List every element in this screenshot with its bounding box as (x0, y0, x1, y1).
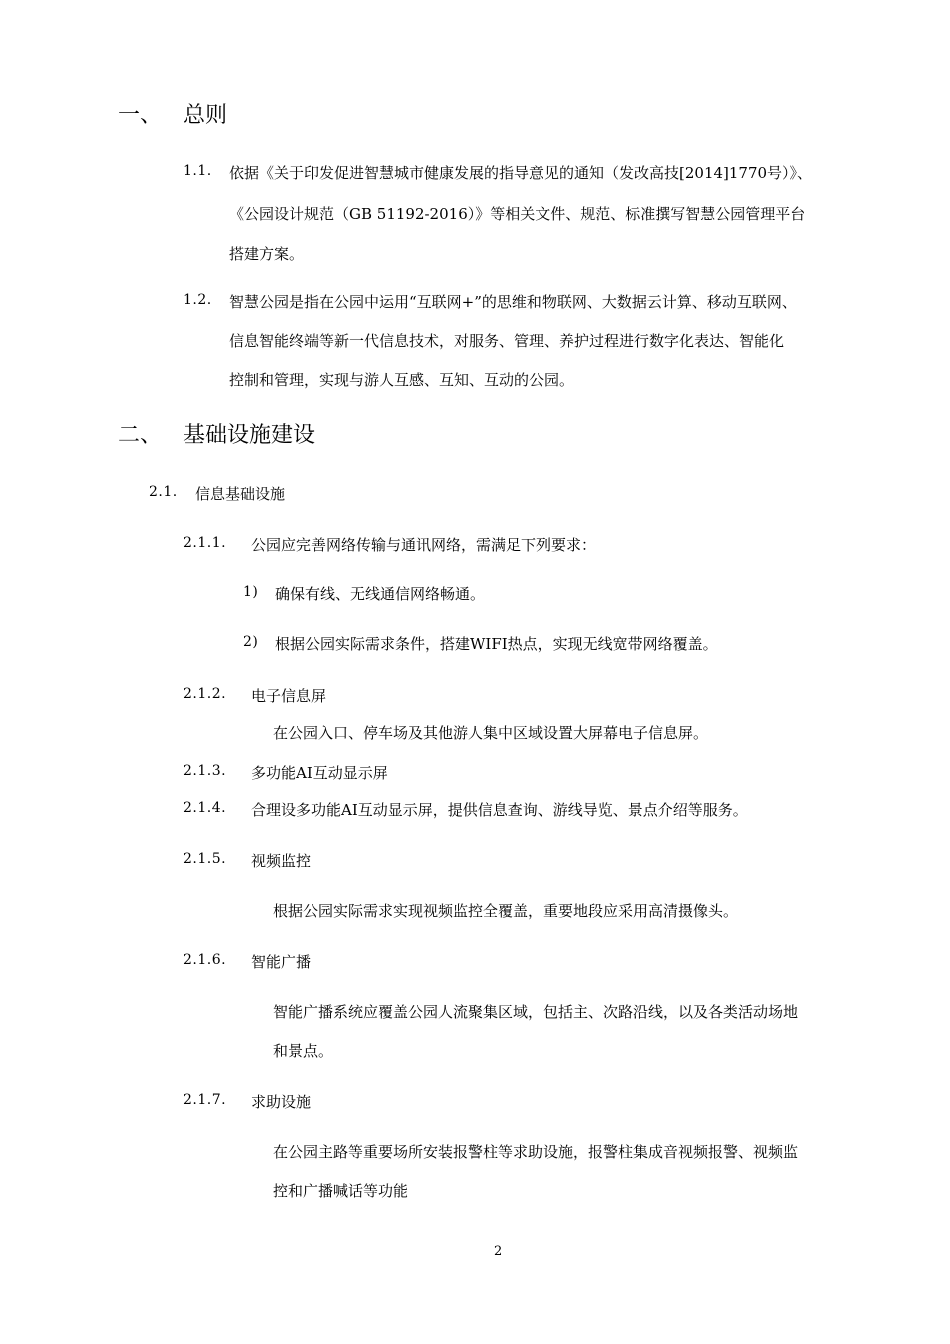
item-2-1-4-number: 2.1.4. (183, 800, 227, 816)
item-2-1-2-title: 电子信息屏 (251, 687, 327, 705)
section-2-number: 二、 (118, 423, 163, 448)
item-1-2-line-3: 控制和管理，实现与游人互感、互知、互动的公园。 (229, 371, 575, 389)
item-2-1-6-body-line-1: 智能广播系统应覆盖公园人流聚集区域，包括主、次路沿线，以及各类活动场地 (273, 1003, 799, 1021)
item-2-1-1-number: 2.1.1. (183, 535, 227, 551)
section-1-number: 一、 (118, 103, 163, 128)
item-2-1-3-number: 2.1.3. (183, 763, 227, 779)
list-item-1-text: 确保有线、无线通信网络畅通。 (275, 585, 486, 603)
item-1-2-line-2: 信息智能终端等新一代信息技术，对服务、管理、养护过程进行数字化表达、智能化 (229, 332, 785, 350)
item-2-1-2-body: 在公园入口、停车场及其他游人集中区域设置大屏幕电子信息屏。 (273, 724, 709, 742)
item-1-2-number: 1.2. (183, 292, 212, 308)
item-1-1-line-2: 《公园设计规范（GB 51192-2016）》等相关文件、规范、标准撰写智慧公园管理平台 (229, 205, 806, 223)
item-1-1-line-1: 依据《关于印发促进智慧城市健康发展的指导意见的通知（发改高技[2014]1770号）》、 (229, 164, 813, 182)
item-2-1-3-title: 多功能AI互动显示屏 (251, 764, 388, 782)
sub-2-1-number: 2.1. (149, 484, 178, 500)
item-2-1-5-number: 2.1.5. (183, 851, 227, 867)
sub-2-1-title: 信息基础设施 (195, 485, 286, 503)
item-2-1-5-title: 视频监控 (251, 852, 312, 870)
list-item-2-text: 根据公园实际需求条件，搭建WIFI热点，实现无线宽带网络覆盖。 (275, 635, 718, 653)
list-item-1-marker: 1) (243, 584, 259, 600)
item-2-1-7-title: 求助设施 (251, 1093, 312, 1111)
section-1-title: 总则 (183, 103, 228, 128)
item-1-1-number: 1.1. (183, 163, 212, 179)
item-1-2-line-1: 智慧公园是指在公园中运用“互联网+”的思维和物联网、大数据云计算、移动互联网、 (229, 293, 797, 311)
item-2-1-7-body-line-1: 在公园主路等重要场所安装报警柱等求助设施，报警柱集成音视频报警、视频监 (273, 1143, 799, 1161)
item-2-1-6-title: 智能广播 (251, 953, 312, 971)
item-2-1-4-title: 合理设多功能AI互动显示屏，提供信息查询、游线导览、景点介绍等服务。 (251, 801, 748, 819)
item-2-1-5-body: 根据公园实际需求实现视频监控全覆盖，重要地段应采用高清摄像头。 (273, 902, 739, 920)
item-1-1-line-3: 搭建方案。 (229, 245, 305, 263)
list-item-2-marker: 2) (243, 634, 259, 650)
page-number: 2 (494, 1244, 503, 1259)
item-2-1-7-number: 2.1.7. (183, 1092, 227, 1108)
item-2-1-7-body-line-2: 控和广播喊话等功能 (273, 1182, 409, 1200)
item-2-1-1-title: 公园应完善网络传输与通讯网络，需满足下列要求： (251, 536, 597, 554)
item-2-1-2-number: 2.1.2. (183, 686, 227, 702)
section-2-title: 基础设施建设 (183, 423, 316, 448)
item-2-1-6-body-line-2: 和景点。 (273, 1042, 334, 1060)
item-2-1-6-number: 2.1.6. (183, 952, 227, 968)
